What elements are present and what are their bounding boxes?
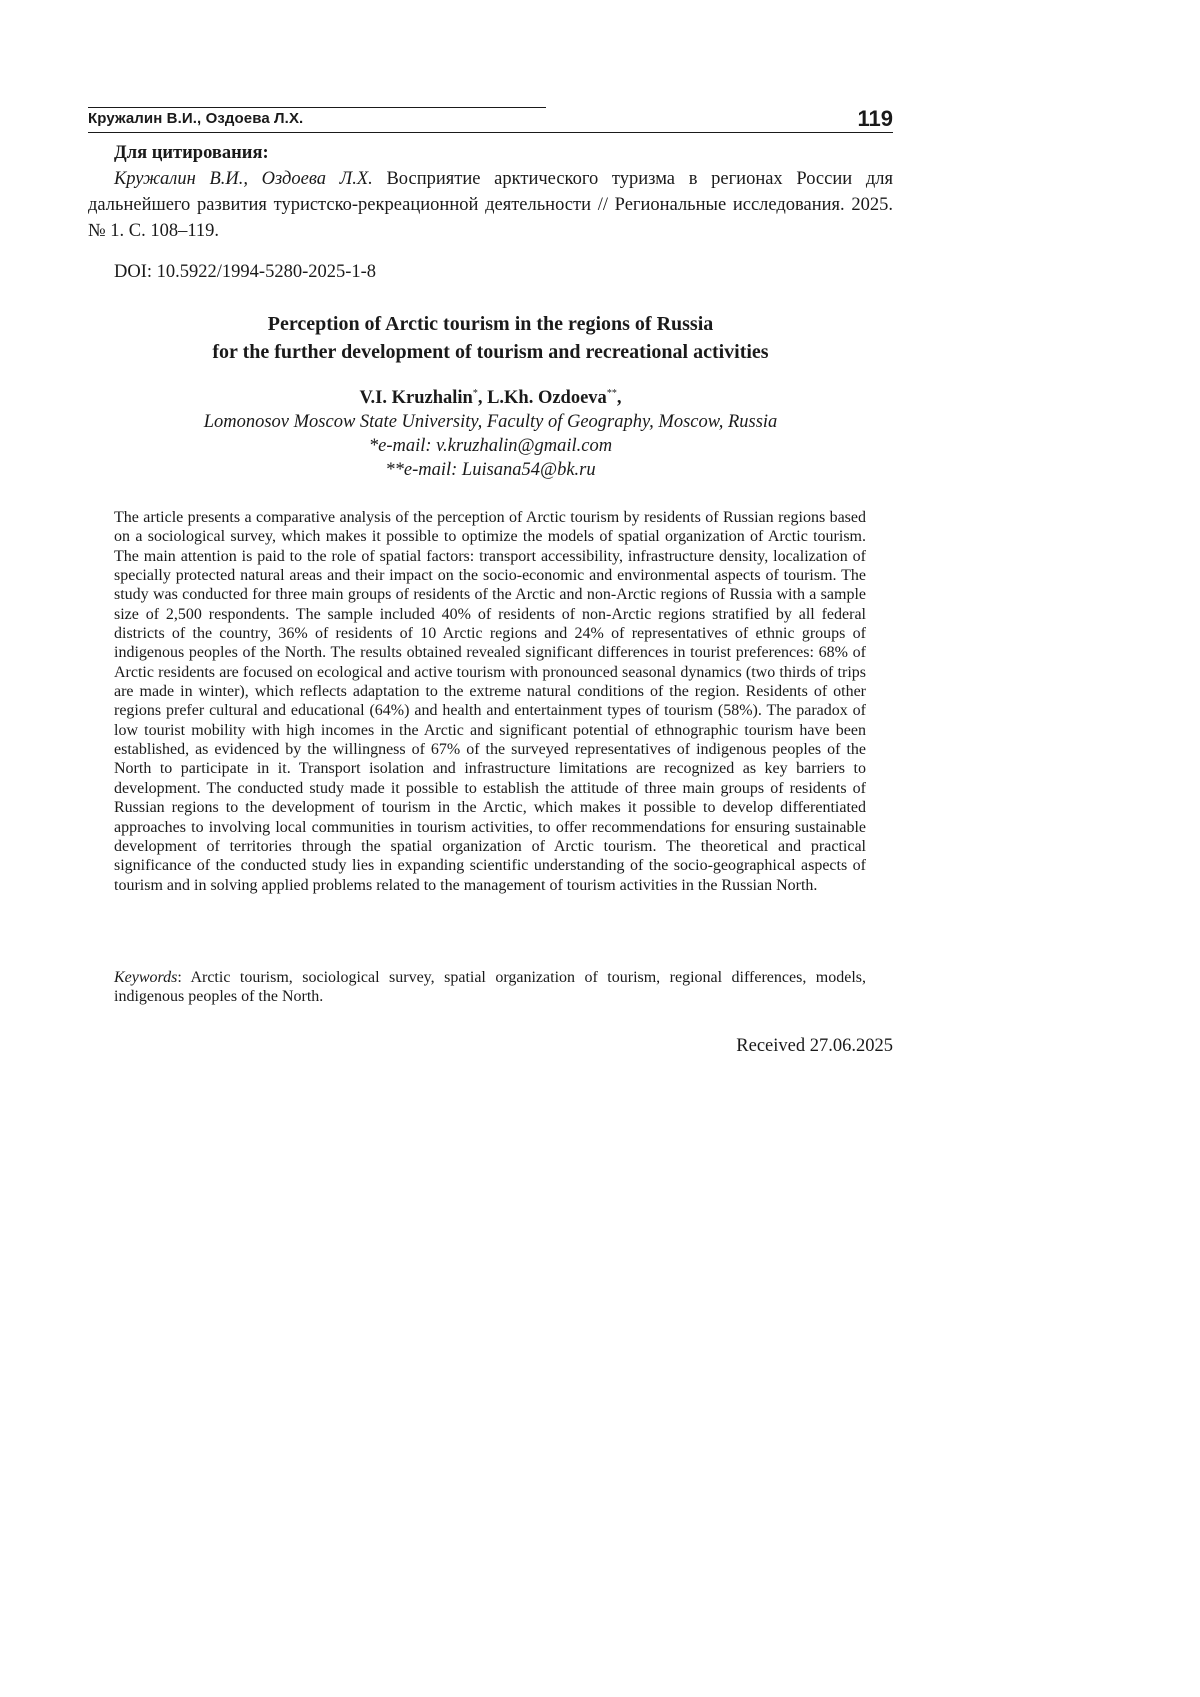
citation-text: [88, 166, 893, 244]
author-2-mark: **: [606, 388, 617, 399]
affiliation: Lomonosov Moscow State University, Faculty of Geography, Moscow, Russia: [203, 412, 778, 432]
page-number: 119: [857, 106, 893, 131]
author-1-mark: *: [472, 388, 478, 399]
header-rule-bottom: [88, 132, 893, 133]
authors-line: [88, 388, 893, 409]
email-1: *e-mail: v.kruzhalin@gmail.com: [368, 436, 613, 456]
abstract: The article presents a comparative analysis of the perception of Arctic tourism by residents of Russian regions based on a sociological survey, which makes it possible to optimize the models of spatial organization of Arctic tourism. The main attention is paid to the role of spatial factors: transport accessibility, infrastructure density, localization of specially protected natural areas and their impact on the socio-economic and environmental aspects of tourism. The study was conducted for three main groups of residents of the Arctic and non-Arctic regions of Russia with a sample size of 2,500 respondents. The sample included 40% of residents of non-Arctic regions stratified by all federal districts of the country, 36% of residents of 10 Arctic regions and 24% of representatives of ethnic groups of indigenous peoples of the North. The results obtained revealed significant differences in tourist preferences: 68% of Arctic residents are focused on ecological and active tourism with pronounced seasonal dynamics (two thirds of trips are made in winter), which reflects adaptation to the extreme natural conditions of the region. Residents of other regions prefer cultural and educational (64%) and health and entertainment types of tourism (58%). The paradox of low tourist mobility with high incomes in the Arctic and significant potential of ethnographic tourism have been established, as evidenced by the willingness of 67% of the surveyed representatives of indigenous peoples of the North to participate in it. Transport isolation and infrastructure limitations are recognized as key barriers to development. The conducted study made it possible to establish the attitude of three main groups of residents of Russian regions to the development of tourism in the Arctic, which makes it possible to develop differentiated approaches to involving local communities in tourism activities, to offer recommendations for ensuring sustainable development of territories through the spatial organization of Arctic tourism. The theoretical and practical significance of the conducted study lies in expanding scientific understanding of the socio-geographical aspects of tourism and in solving applied problems related to the management of tourism activities in the Russian North.: [114, 509, 866, 894]
author-separator: ,: [477, 388, 488, 409]
doi: DOI: 10.5922/1994-5280-2025-1-8: [114, 262, 377, 282]
header-rule-top: [88, 107, 546, 108]
keywords-label: Keywords: [114, 969, 178, 986]
running-header-authors: Кружалин В.И., Оздоева Л.Х.: [88, 110, 304, 127]
citation-block: [88, 140, 893, 244]
article-title-line-1: Perception of Arctic tourism in the regions of Russia: [267, 313, 714, 335]
citation-authors: Кружалин В.И., Оздоева Л.Х.: [114, 169, 373, 189]
email-2: **e-mail: Luisana54@bk.ru: [385, 460, 596, 480]
article-title: [88, 310, 893, 366]
keywords-text: : Arctic tourism, sociological survey, spatial organization of tourism, regional differences, models, indigenous peoples of the North.: [114, 969, 866, 1006]
author-2: L.Kh. Ozdoeva: [487, 388, 607, 409]
article-title-line-2: for the further development of tourism and recreational activities: [212, 341, 769, 363]
citation-reference: Восприятие арктического туризма в регионах России для дальнейшего развития туристско-рекреационной деятельности // Региональные исследования. 2025. № 1. С. 108–119.: [88, 169, 893, 241]
citation-heading: Для цитирования:: [114, 143, 269, 163]
received-date: Received 27.06.2025: [736, 1036, 893, 1056]
keywords: [114, 968, 866, 1007]
author-1: V.I. Kruzhalin: [359, 388, 473, 409]
authors-trail: ,: [616, 388, 622, 409]
